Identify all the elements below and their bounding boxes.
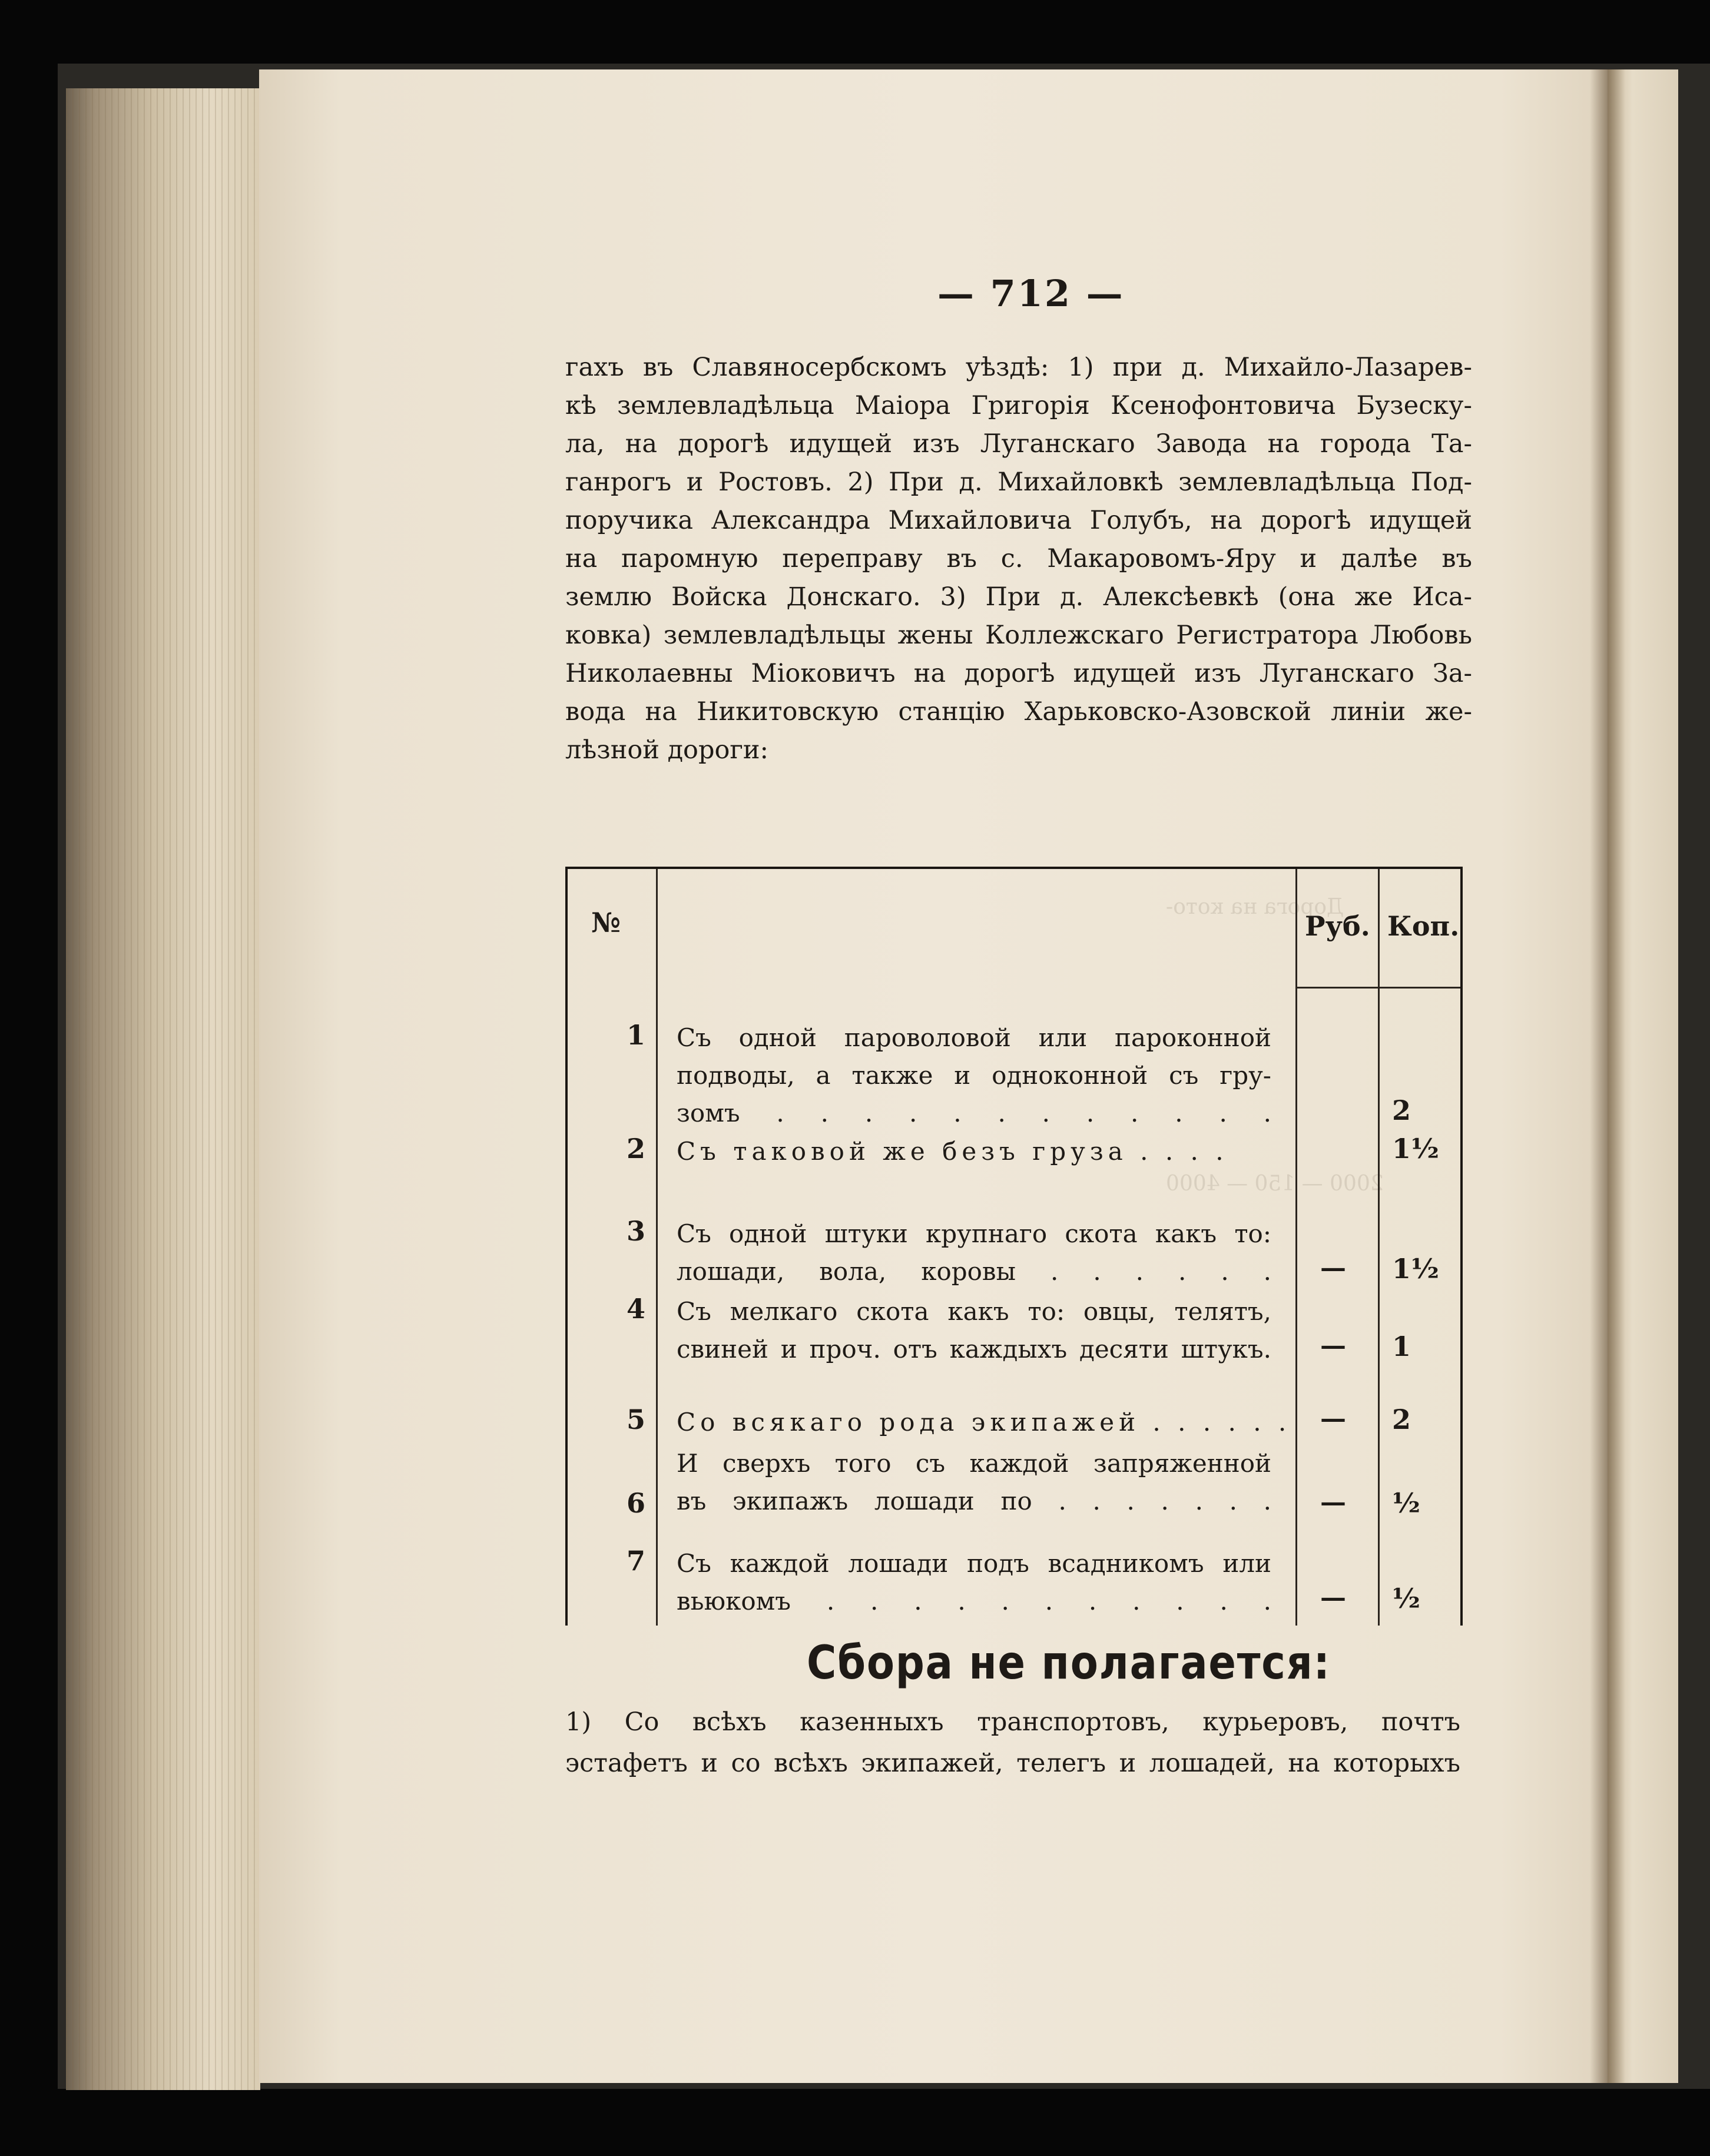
row-description bbox=[677, 1133, 1271, 1170]
row-text: И сверхъ того съ каждой запряженной bbox=[677, 1449, 1271, 1478]
text-line: ковка) землевладѣльцы жены Коллежскаго Регистратора Любовь bbox=[565, 621, 1472, 650]
header-divider bbox=[1295, 987, 1463, 989]
text-line: землю Войска Донскаго. 3) При д. Алексѣевкѣ (она же Иса- bbox=[565, 582, 1472, 612]
row-number: 3 bbox=[627, 1215, 646, 1247]
toll-table bbox=[565, 867, 1463, 1626]
row-rubles: — bbox=[1320, 1583, 1346, 1613]
text-line: эстафетъ и со всѣхъ экипажей, телегъ и лошадей, на которыхъ bbox=[565, 1749, 1460, 1778]
header-kopecks: Коп. bbox=[1387, 910, 1460, 942]
row-description bbox=[677, 1545, 1271, 1620]
row-description bbox=[677, 1293, 1271, 1368]
row-number: 4 bbox=[627, 1293, 646, 1325]
page-edges bbox=[66, 88, 260, 2090]
row-text: Съ одной штуки крупнаго скота какъ то: bbox=[677, 1219, 1271, 1248]
row-kopecks: 1½ bbox=[1392, 1133, 1439, 1165]
row-number: 6 bbox=[627, 1487, 646, 1519]
text-line: ганрогъ и Ростовъ. 2) При д. Михайловкѣ землевладѣльца Под- bbox=[565, 467, 1472, 497]
table-row bbox=[568, 1545, 1463, 1639]
row-rubles: — bbox=[1320, 1331, 1346, 1361]
row-text: лошади, вола, коровы . . . . . . bbox=[677, 1257, 1271, 1286]
row-kopecks: 2 bbox=[1392, 1404, 1411, 1435]
text-line: кѣ землевладѣльца Маіора Григорія Ксенофонтовича Бузеску- bbox=[565, 391, 1472, 420]
table-row bbox=[568, 1019, 1463, 1127]
row-text: Съ каждой лошади подъ всадникомъ или bbox=[677, 1549, 1271, 1578]
closing-paragraph bbox=[565, 1701, 1460, 1784]
row-description bbox=[677, 1215, 1271, 1291]
row-text: Со всякаго рода экипажей . . . . . . bbox=[677, 1408, 1291, 1437]
row-rubles: — bbox=[1320, 1253, 1346, 1283]
text-line: Николаевны Міоковичъ на дорогѣ идущей изъ Луганскаго За- bbox=[565, 659, 1472, 688]
row-text: свиней и проч. отъ каждыхъ десяти штукъ. bbox=[677, 1335, 1271, 1364]
row-kopecks: 1 bbox=[1392, 1331, 1411, 1362]
row-rubles: — bbox=[1320, 1404, 1346, 1434]
row-text: вьюкомъ . . . . . . . . . . . bbox=[677, 1587, 1271, 1616]
bleed-through-text: 2000 — 150 — 4000 bbox=[1166, 1172, 1384, 1196]
text-line: вода на Никитовскую станцію Харьковско-Азовской линіи же- bbox=[565, 697, 1472, 727]
header-number: № bbox=[591, 907, 621, 938]
row-number: 1 bbox=[627, 1019, 646, 1051]
row-text: Съ одной пароволовой или пароконной bbox=[677, 1023, 1271, 1052]
row-kopecks: 1½ bbox=[1392, 1253, 1439, 1285]
row-kopecks: ½ bbox=[1392, 1583, 1420, 1614]
table-row bbox=[568, 1133, 1463, 1227]
row-number: 7 bbox=[627, 1545, 646, 1577]
text-line: на паромную переправу въ с. Макаровомъ-Яру и далѣе въ bbox=[565, 544, 1472, 573]
row-rubles: — bbox=[1320, 1487, 1346, 1517]
intro-paragraph bbox=[565, 349, 1472, 769]
text-line: лѣзной дороги: bbox=[565, 735, 769, 765]
text-line: ла, на дорогѣ идущей изъ Луганскаго Завода на города Та- bbox=[565, 429, 1472, 459]
text-line: гахъ въ Славяносербскомъ уѣздѣ: 1) при д. Михайло-Лазарев- bbox=[565, 353, 1472, 382]
text-line: поручика Александра Михайловича Голубъ, на дорогѣ идущей bbox=[565, 506, 1472, 535]
row-text: Съ мелкаго скота какъ то: овцы, телятъ, bbox=[677, 1297, 1271, 1326]
header-rubles: Руб. bbox=[1305, 910, 1370, 942]
row-description bbox=[677, 1445, 1271, 1520]
table-row bbox=[568, 1293, 1463, 1387]
row-text: зомъ . . . . . . . . . . . . bbox=[677, 1099, 1271, 1127]
page-number: — 712 — bbox=[937, 272, 1125, 315]
table-row bbox=[568, 1445, 1463, 1539]
row-description bbox=[677, 1404, 1291, 1441]
row-text: Съ таковой же безъ груза . . . . bbox=[677, 1137, 1228, 1166]
book-gutter bbox=[1590, 69, 1625, 2083]
row-number: 2 bbox=[627, 1133, 646, 1165]
row-text: въ экипажъ лошади по . . . . . . . bbox=[677, 1487, 1271, 1515]
row-kopecks: 2 bbox=[1392, 1094, 1411, 1126]
row-description bbox=[677, 1019, 1271, 1132]
row-text: подводы, а также и одноконной съ гру- bbox=[677, 1061, 1271, 1090]
bleed-through-text: Дорога на кото- bbox=[1166, 895, 1344, 919]
row-kopecks: ½ bbox=[1392, 1487, 1420, 1519]
section-heading: Сбора не полагается: bbox=[807, 1637, 1331, 1690]
row-number: 5 bbox=[627, 1404, 646, 1435]
text-line: 1) Со всѣхъ казенныхъ транспортовъ, курьеровъ, почтъ bbox=[565, 1707, 1460, 1737]
